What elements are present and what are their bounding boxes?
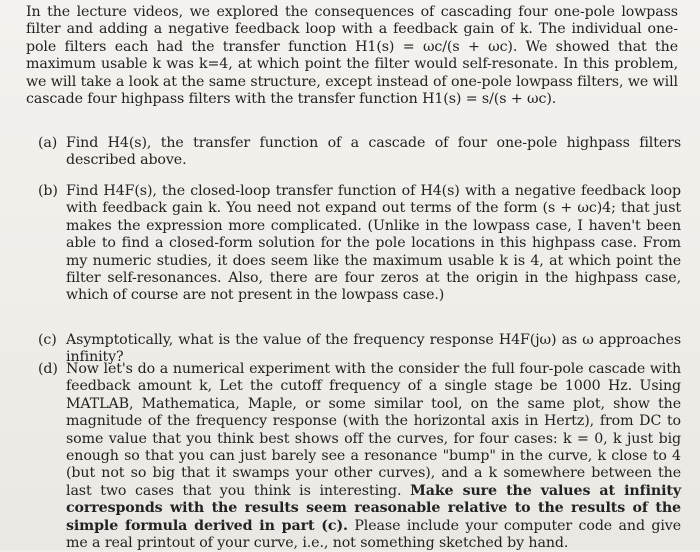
part-c-label: (c) (38, 332, 57, 348)
part-b-label: (b) (38, 183, 58, 199)
part-b (38, 183, 681, 305)
intro-paragraph: In the lecture videos, we explored the consequences of cascading four one-pole lowpass filter and adding a negative feedback loop with a feedback gain of k. The individual one-pole filters each had the transfer function H1(s) = ωc/(s + ωc). We showed that the maximum usable k was k=4, at which point the filter would self-resonate. In this problem, we will take a look at the same structure, except instead of one-pole lowpass filters, we will cascade four highpass filters with the transfer function H1(s) = s/(s + ωc). (26, 4, 678, 108)
part-a (38, 135, 681, 170)
part-d-text: Now let's do a numerical experiment with the consider the full four-pole cascade with feedback amount k, Let the cutoff frequency of a single stage be 1000 Hz. Using MATLAB, Mathematica, Maple, or some similar tool, on the same plot, show the magnitude of the frequency response (with the horizontal axis in Hertz), from DC to some value that you think best shows off the curves, for four cases: k = 0, k just big enough so that you can just barely see a resonance "bump" in the curve, k close to 4 (but not so big that it swamps your other curves), and a k somewhere between the last two cases that you think is interesting. (66, 361, 681, 499)
part-c-text: Asymptotically, what is the value of the frequency response H4F(jω) as ω approaches infinity? (66, 332, 681, 366)
part-a-label: (a) (38, 135, 58, 151)
part-d-bold-text: Make sure the values at infinity corresponds with the results seem reasonable relative to the results of the simple formula derived in part (c). (66, 482, 681, 534)
part-d-tail-text: Please include your computer code and give me a real printout of your curve, i.e., not something sketched by hand. (66, 517, 681, 552)
part-b-text: Find H4F(s), the closed-loop transfer function of H4(s) with a negative feedback loop with feedback gain k. You need not expand out terms of the form (s + ωc)4; that just makes the expression more complicated. (Unlike in the lowpass case, I haven't been able to find a closed-form solution for the pole locations in this highpass case. From my numeric studies, it does seem like the maximum usable k is 4, at which point the filter self-resonances. Also, there are four zeros at the origin in the highpass case, which of course are not present in the lowpass case.) (66, 183, 681, 304)
part-d (38, 361, 681, 552)
part-d-body (66, 361, 681, 552)
part-d-label: (d) (38, 361, 58, 377)
part-a-text: Find H4(s), the transfer function of a cascade of four one-pole highpass filters described above. (66, 135, 681, 169)
